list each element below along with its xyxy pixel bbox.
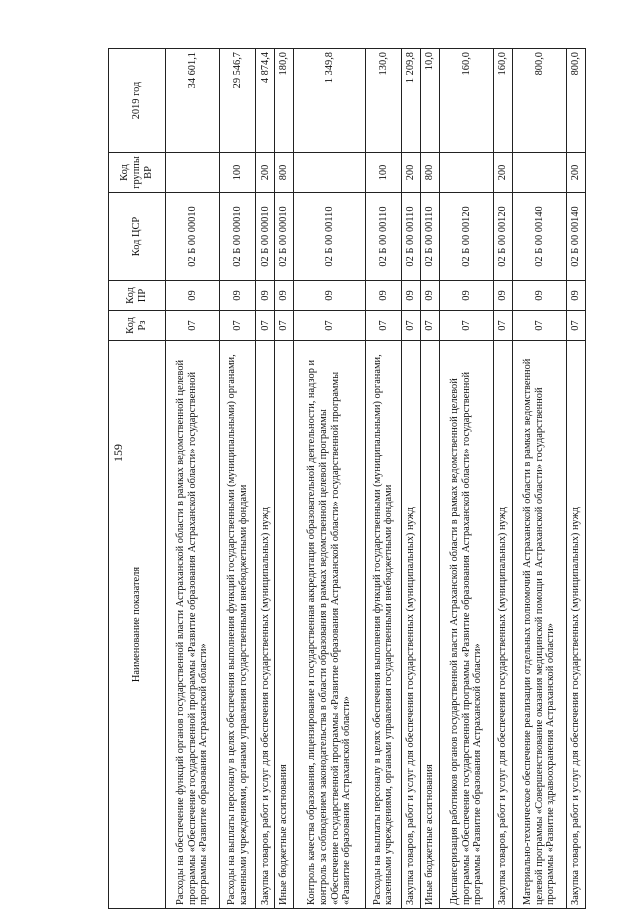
row-pr: 09 xyxy=(365,281,401,311)
row-amount: 800,0 xyxy=(513,49,567,153)
header-year: 2019 год xyxy=(109,49,166,153)
header-vr: Код группы ВР xyxy=(109,153,166,193)
table-row xyxy=(365,49,401,909)
row-amount: 10,0 xyxy=(421,49,440,153)
row-amount: 1 349,8 xyxy=(294,49,365,153)
row-csr: 02 Б 00 00010 xyxy=(166,193,220,281)
row-vr: 200 xyxy=(494,153,513,193)
row-name: Расходы на выплаты персоналу в целях обеспечения выполнения функций государственными (муниципальными) органами, казенными учреждениями, органами управления государственными внебюджетными фондами xyxy=(219,341,255,909)
header-row xyxy=(109,49,166,909)
row-name: Иные бюджетные ассигнования xyxy=(275,341,294,909)
row-vr: 100 xyxy=(219,153,255,193)
row-pr: 09 xyxy=(421,281,440,311)
table-row xyxy=(294,49,365,909)
row-vr: 800 xyxy=(421,153,440,193)
row-amount: 1 209,8 xyxy=(402,49,421,153)
row-amount: 34 601,1 xyxy=(166,49,220,153)
row-amount: 4 874,4 xyxy=(256,49,275,153)
row-vr: 200 xyxy=(256,153,275,193)
row-pr: 09 xyxy=(275,281,294,311)
row-pr: 09 xyxy=(513,281,567,311)
row-rz: 07 xyxy=(365,311,401,341)
row-vr: 200 xyxy=(566,153,585,193)
row-rz: 07 xyxy=(421,311,440,341)
row-rz: 07 xyxy=(256,311,275,341)
row-vr xyxy=(440,153,494,193)
row-vr xyxy=(294,153,365,193)
row-name: Расходы на обеспечение функций органов государственной власти Астраханской области в рамках ведомственной целевой программы «Обеспечение государственной программы «Развитие образования Астраханской области» государственной программы «Развитие образования Астраханской области» xyxy=(166,341,220,909)
row-rz: 07 xyxy=(275,311,294,341)
row-pr: 09 xyxy=(219,281,255,311)
row-vr: 200 xyxy=(402,153,421,193)
row-vr xyxy=(166,153,220,193)
row-csr: 02 Б 00 00010 xyxy=(275,193,294,281)
row-csr: 02 Б 00 00010 xyxy=(219,193,255,281)
row-csr: 02 Б 00 00140 xyxy=(566,193,585,281)
row-rz: 07 xyxy=(402,311,421,341)
row-vr: 100 xyxy=(365,153,401,193)
row-pr: 09 xyxy=(402,281,421,311)
row-pr: 09 xyxy=(294,281,365,311)
rotated-table-wrapper xyxy=(108,49,586,909)
row-rz: 07 xyxy=(166,311,220,341)
row-amount: 180,0 xyxy=(275,49,294,153)
row-amount: 29 546,7 xyxy=(219,49,255,153)
table-row xyxy=(513,49,567,909)
row-amount: 130,0 xyxy=(365,49,401,153)
row-name: Закупка товаров, работ и услуг для обеспечения государственных (муниципальных) нужд xyxy=(256,341,275,909)
row-csr: 02 Б 00 00110 xyxy=(402,193,421,281)
table-row xyxy=(256,49,275,909)
table-row xyxy=(166,49,220,909)
table-row xyxy=(566,49,585,909)
row-rz: 07 xyxy=(440,311,494,341)
row-name: Закупка товаров, работ и услуг для обеспечения государственных (муниципальных) нужд xyxy=(494,341,513,909)
header-csr: Код ЦСР xyxy=(109,193,166,281)
row-pr: 09 xyxy=(440,281,494,311)
row-csr: 02 Б 00 00120 xyxy=(440,193,494,281)
table-row xyxy=(275,49,294,909)
page-number: 159 xyxy=(111,444,125,462)
row-rz: 07 xyxy=(566,311,585,341)
row-csr: 02 Б 00 00110 xyxy=(294,193,365,281)
table-row xyxy=(402,49,421,909)
row-vr: 800 xyxy=(275,153,294,193)
row-csr: 02 Б 00 00110 xyxy=(365,193,401,281)
row-pr: 09 xyxy=(256,281,275,311)
row-name: Контроль качества образования, лицензирование и государственная аккредитация образовательной деятельности, надзор и контроль за соблюдением законодательства в области образования в рамках ведомственной целевой программы «Обеспечение государственной программы «Развитие образования Астраханской области» государственной программы «Развитие образования Астраханской области» xyxy=(294,341,365,909)
table-row xyxy=(421,49,440,909)
table-row xyxy=(219,49,255,909)
table-row xyxy=(440,49,494,909)
row-name: Диспансеризация работников органов государственной власти Астраханской области в рамках ведомственной целевой программы «Обеспечение государственной программы «Развитие образования Астраханской области» государственной программы «Развитие образования Астраханской области» xyxy=(440,341,494,909)
table-header xyxy=(109,49,166,909)
header-rz: Код Рз xyxy=(109,311,166,341)
table-row xyxy=(494,49,513,909)
row-name: Закупка товаров, работ и услуг для обеспечения государственных (муниципальных) нужд xyxy=(402,341,421,909)
row-pr: 09 xyxy=(494,281,513,311)
row-name: Закупка товаров, работ и услуг для обеспечения государственных (муниципальных) нужд xyxy=(566,341,585,909)
row-vr xyxy=(513,153,567,193)
row-csr: 02 Б 00 00140 xyxy=(513,193,567,281)
budget-table xyxy=(108,48,586,909)
row-amount: 800,0 xyxy=(566,49,585,153)
row-csr: 02 Б 00 00010 xyxy=(256,193,275,281)
table-body xyxy=(166,49,586,909)
row-rz: 07 xyxy=(294,311,365,341)
row-rz: 07 xyxy=(513,311,567,341)
row-amount: 160,0 xyxy=(440,49,494,153)
row-pr: 09 xyxy=(166,281,220,311)
header-pr: Код ПР xyxy=(109,281,166,311)
header-name: Наименование показателя xyxy=(109,341,166,909)
row-csr: 02 Б 00 00120 xyxy=(494,193,513,281)
row-name: Расходы на выплаты персоналу в целях обеспечения выполнения функций государственными (муниципальными) органами, казенными учреждениями, органами управления государственными внебюджетными фондами xyxy=(365,341,401,909)
row-amount: 160,0 xyxy=(494,49,513,153)
row-rz: 07 xyxy=(494,311,513,341)
row-rz: 07 xyxy=(219,311,255,341)
row-csr: 02 Б 00 00110 xyxy=(421,193,440,281)
row-pr: 09 xyxy=(566,281,585,311)
row-name: Иные бюджетные ассигнования xyxy=(421,341,440,909)
row-name: Материально-техническое обеспечение реализации отдельных полномочий Астраханской области в рамках ведомственной целевой программы «Совершенствование оказания медицинской помощи в Астраханской области» государственной программы «Развитие здравоохранения Астраханской области» xyxy=(513,341,567,909)
